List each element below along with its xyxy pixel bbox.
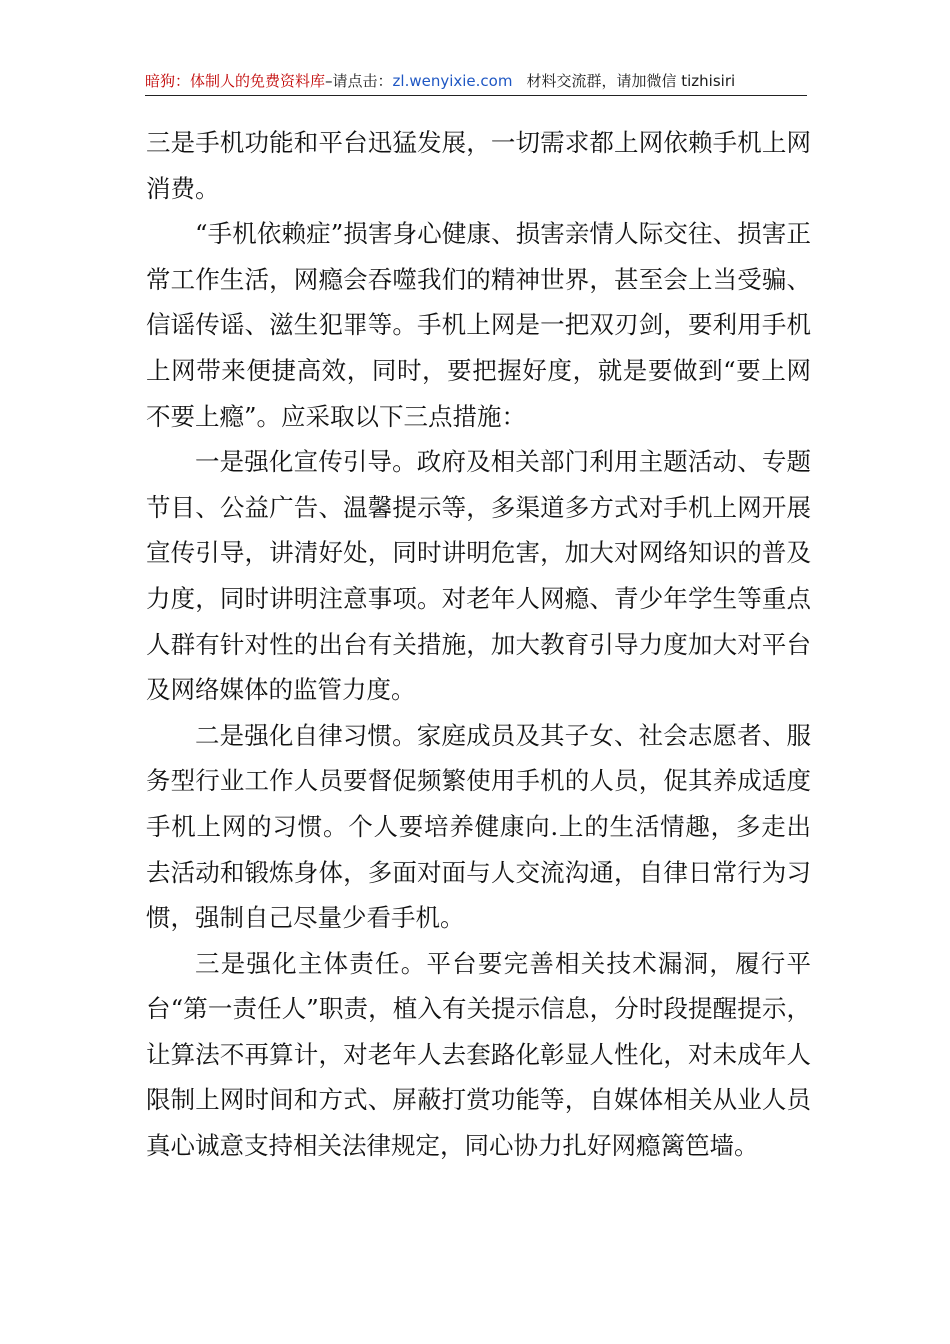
header-link[interactable]: zl.wenyixie.com: [392, 72, 513, 90]
paragraph-measure-1: 一是强化宣传引导。政府及相关部门利用主题活动、专题节目、公益广告、温馨提示等，多渠道多方式对手机上网开展宣传引导，讲清好处，同时讲明危害，加大对网络知识的普及力度，同时讲明注意事项。对老年人网瘾、青少年学生等重点人群有针对性的出台有关措施，加大教育引导力度加大对平台及网络媒体的监管力度。: [146, 447, 811, 705]
paragraph-continuation: 三是手机功能和平台迅猛发展，一切需求都上网依赖手机上网消费。: [146, 128, 811, 203]
page-header: [145, 68, 807, 94]
header-contact: 材料交流群，请加微信 tizhisiri: [526, 72, 736, 90]
header-prompt: –请点击：: [325, 72, 393, 90]
header-divider: [145, 95, 807, 96]
paragraph-measure-3: 三是强化主体责任。平台要完善相关技术漏洞，履行平台“第一责任人”职责，植入有关提示信息，分时段提醒提示，让算法不再算计，对老年人去套路化彰显人性化，对未成年人限制上网时间和方式、屏蔽打赏功能等，自媒体相关从业人员真心诚意支持相关法律规定，同心协力扎好网瘾篱笆墙。: [146, 948, 811, 1161]
header-brand: 暗狗：体制人的免费资料库: [145, 72, 326, 90]
paragraph-measure-2: 二是强化自律习惯。家庭成员及其子女、社会志愿者、服务型行业工作人员要督促频繁使用手机的人员，促其养成适度手机上网的习惯。个人要培养健康向.上的生活情趣，多走出去活动和锻炼身体，多面对面与人交流沟通，自律日常行为习惯，强制自己尽量少看手机。: [146, 720, 811, 933]
paragraph-intro: “手机依赖症”损害身心健康、损害亲情人际交往、损害正常工作生活，网瘾会吞噬我们的精神世界，甚至会上当受骗、信谣传谣、滋生犯罪等。手机上网是一把双刃剑，要利用手机上网带来便捷高效，同时，要把握好度，就是要做到“要上网不要上瘾”。应采取以下三点措施：: [146, 219, 811, 431]
document-body: [146, 120, 811, 1169]
